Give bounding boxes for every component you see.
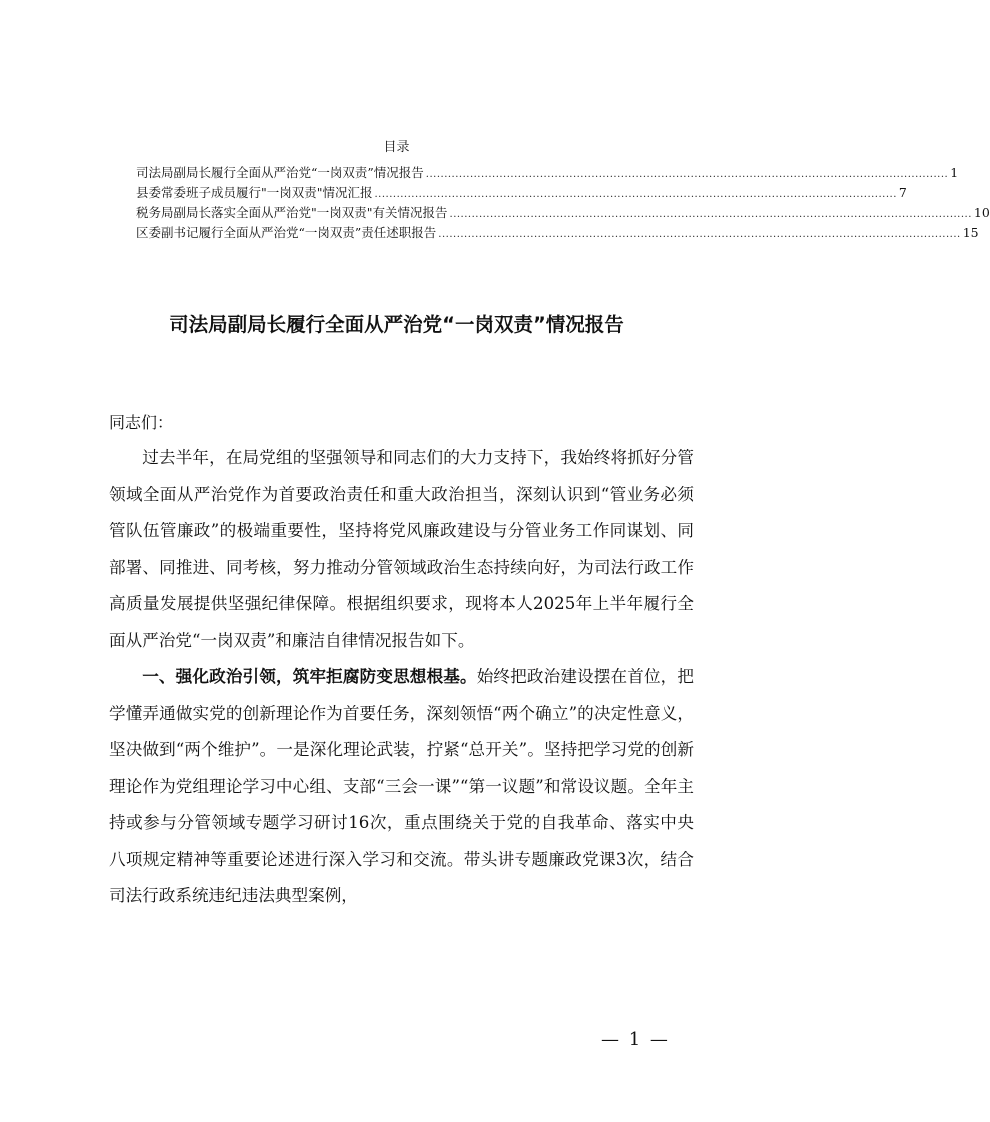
toc-entry[interactable] xyxy=(136,183,907,203)
toc-title: 目录 xyxy=(383,140,410,155)
toc-entry-title: 区委副书记履行全面从严治党“一岗双责”责任述职报告 xyxy=(136,225,437,240)
toc-leader-dots: .............................................................................................................................................. xyxy=(425,169,949,180)
toc-leader-dots: .............................................................................................................................................. xyxy=(374,189,897,200)
toc-entry-page: 10 xyxy=(973,205,990,220)
intro-paragraph: 过去半年，在局党组的坚强领导和同志们的大力支持下，我始终将抓好分管领域全面从严治党作为首要政治责任和重大政治担当，深刻认识到“管业务必须管队伍管廉政”的极端重要性，坚持将党风廉政建设与分管业务工作同谋划、同部署、同推进、同考核，努力推动分管领域政治生态持续向好，为司法行政工作高质量发展提供坚强纪律保障。根据组织要求，现将本人2025年上半年履行全面从严治党“一岗双责”和廉洁自律情况报告如下。 xyxy=(109,448,694,650)
section-paragraph xyxy=(109,659,694,915)
document-title: 司法局副局长履行全面从严治党“一岗双责”情况报告 xyxy=(169,313,624,336)
toc-entry[interactable] xyxy=(136,223,979,243)
toc-entry-page: 1 xyxy=(950,165,959,180)
toc-entry-page: 15 xyxy=(962,225,979,240)
table-of-contents xyxy=(136,163,990,243)
toc-entry[interactable] xyxy=(136,163,959,183)
document-body xyxy=(109,440,694,915)
toc-entry[interactable] xyxy=(136,203,990,223)
salutation: 同志们： xyxy=(109,413,174,432)
section-heading: 一、强化政治引领，筑牢拒腐防变思想根基。 xyxy=(142,667,477,686)
toc-entry-title: 县委常委班子成员履行"一岗双责"情况汇报 xyxy=(136,185,373,200)
toc-entry-title: 司法局副局长履行全面从严治党“一岗双责”情况报告 xyxy=(136,165,424,180)
page-number: — 1 — xyxy=(601,1029,670,1050)
toc-entry-page: 7 xyxy=(898,185,907,200)
section-body: 始终把政治建设摆在首位，把学懂弄通做实党的创新理论作为首要任务，深刻领悟“两个确立”的决定性意义，坚决做到“两个维护”。一是深化理论武装，拧紧“总开关”。坚持把学习党的创新理论作为党组理论学习中心组、支部“三会一课”“第一议题”和常设议题。全年主持或参与分管领域专题学习研讨16次，重点围绕关于党的自我革命、落实中央八项规定精神等重要论述进行深入学习和交流。带头讲专题廉政党课3次，结合司法行政系统违纪违法典型案例， xyxy=(109,667,695,905)
toc-leader-dots: .............................................................................................................................................. xyxy=(449,209,972,220)
toc-entry-title: 税务局副局长落实全面从严治党"一岗双责"有关情况报告 xyxy=(136,205,448,220)
toc-leader-dots: .............................................................................................................................................. xyxy=(438,229,961,240)
